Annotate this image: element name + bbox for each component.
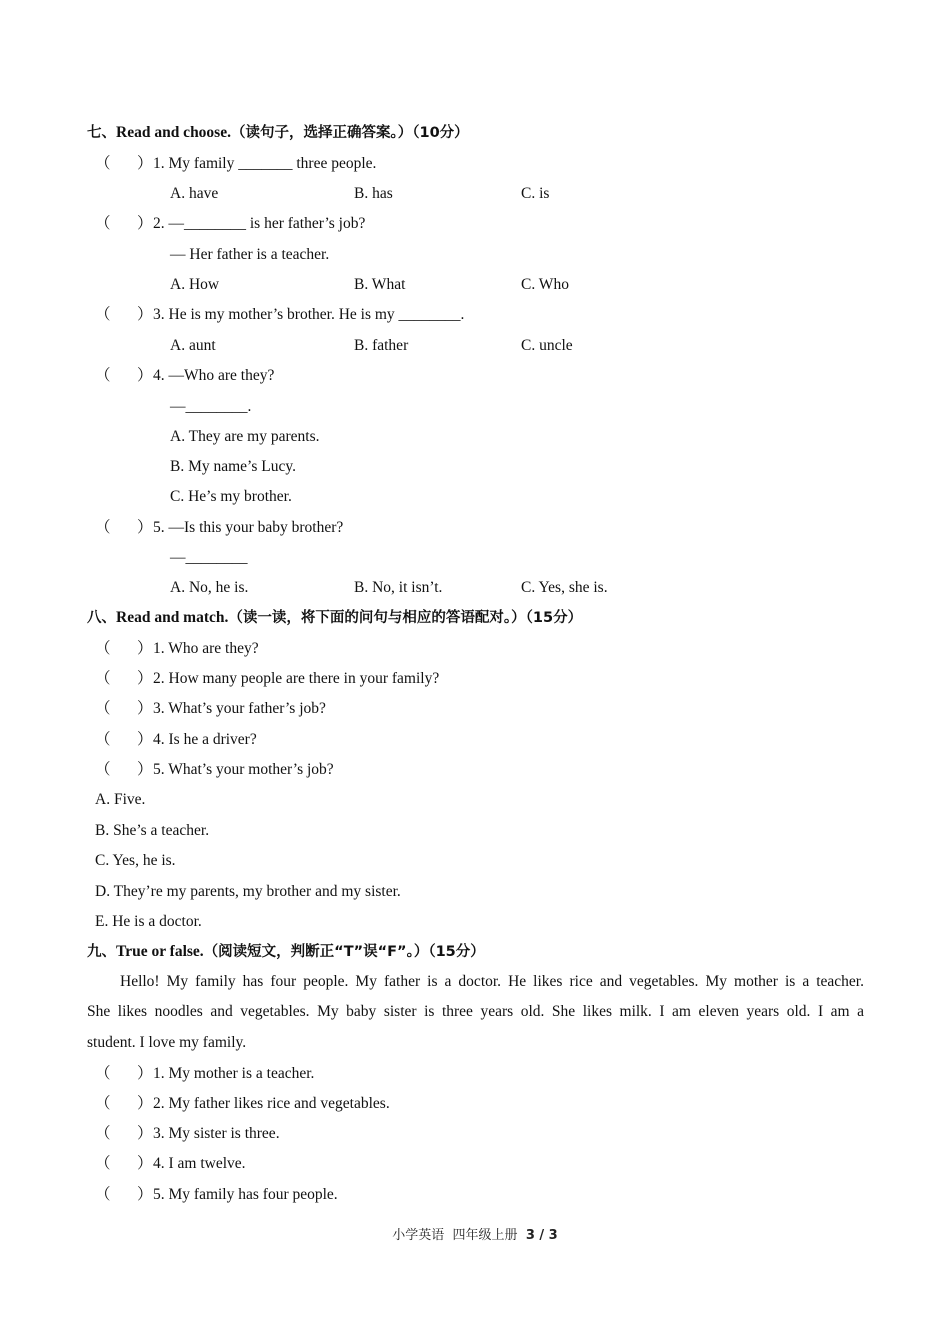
answer-blank[interactable]: （ ）	[95, 1155, 153, 1172]
option-b: B. What	[354, 276, 406, 293]
passage-line-1: Hello! My family has four people. My father is a doctor. He likes rice and vegetables. My mother is a teacher.	[120, 973, 864, 990]
answer-blank[interactable]: （ ）	[95, 215, 153, 232]
option-b: B. My name’s Lucy.	[170, 458, 296, 475]
section-8-title-cn: （读一读，将下面的问句与相应的答语配对。）（15分）	[228, 610, 583, 626]
answer-blank[interactable]: （ ）	[95, 761, 153, 778]
question-text: 2. How many people are there in your family?	[153, 670, 440, 687]
question-text: 3. My sister is three.	[153, 1125, 280, 1142]
reply-text: — Her father is a teacher.	[170, 246, 330, 263]
section-9-title-cn: （阅读短文，判断正“T”误“F”。）（15分）	[203, 944, 485, 960]
footer-label: 小学英语 四年级上册	[392, 1228, 526, 1243]
option-b: B. has	[354, 185, 393, 202]
question-text: 3. What’s your father’s job?	[153, 700, 326, 717]
option-a: A. have	[170, 185, 219, 202]
question-text: 4. I am twelve.	[153, 1155, 246, 1172]
passage-line-3: student. I love my family.	[87, 1033, 247, 1051]
question-text: 1. My family _______ three people.	[153, 155, 377, 172]
section-7-title-cn: （读句子，选择正确答案。）（10分）	[230, 125, 469, 141]
page-footer	[0, 1224, 950, 1243]
option-a: A. How	[170, 276, 220, 293]
section-7-title-en: Read and choose.	[116, 124, 231, 141]
question-text: 5. —Is this your baby brother?	[153, 519, 344, 536]
question-text: 4. —Who are they?	[153, 367, 275, 384]
option-c: C. Who	[521, 276, 569, 293]
answer-blank[interactable]: （ ）	[95, 1065, 153, 1082]
section-9-number: 九、	[87, 944, 116, 960]
question-text: 2. My father likes rice and vegetables.	[153, 1095, 390, 1112]
answer-blank[interactable]: （ ）	[95, 670, 153, 687]
question-text: 2. —________ is her father’s job?	[153, 215, 366, 232]
question-text: 1. Who are they?	[153, 640, 259, 657]
question-text: 1. My mother is a teacher.	[153, 1065, 315, 1082]
answer-blank[interactable]: （ ）	[95, 306, 153, 323]
answer-blank[interactable]: （ ）	[95, 700, 153, 717]
reply-text: —________.	[170, 398, 252, 415]
reply-text: —________	[170, 549, 248, 566]
option-c: C. is	[521, 185, 550, 202]
answer-blank[interactable]: （ ）	[95, 731, 153, 748]
answer-blank[interactable]: （ ）	[95, 1125, 153, 1142]
option-c: C. Yes, she is.	[521, 579, 608, 596]
question-text: 4. Is he a driver?	[153, 731, 257, 748]
question-text: 5. My family has four people.	[153, 1186, 338, 1203]
option-a: A. They are my parents.	[170, 428, 320, 445]
question-text: 3. He is my mother’s brother. He is my ________.	[153, 306, 465, 323]
option-a: A. No, he is.	[170, 579, 249, 596]
answer-blank[interactable]: （ ）	[95, 367, 153, 384]
answer-blank[interactable]: （ ）	[95, 1186, 153, 1203]
section-8-title-en: Read and match.	[116, 609, 229, 626]
answer-blank[interactable]: （ ）	[95, 1095, 153, 1112]
section-7-number: 七、	[87, 125, 116, 141]
answer-blank[interactable]: （ ）	[95, 155, 153, 172]
option-c: C. He’s my brother.	[170, 488, 292, 505]
reading-passage	[87, 967, 864, 1058]
option-b: B. No, it isn’t.	[354, 579, 443, 596]
answer-blank[interactable]: （ ）	[95, 640, 153, 657]
answer-blank[interactable]: （ ）	[95, 519, 153, 536]
passage-line-2: She likes noodles and vegetables. My baby sister is three years old. She likes milk. I am eleven years old. I am a	[87, 1003, 864, 1021]
option-b: B. father	[354, 337, 409, 354]
section-9-title-en: True or false.	[116, 943, 204, 960]
option-c: C. uncle	[521, 337, 573, 354]
page-number: 3 / 3	[525, 1228, 558, 1243]
section-8-number: 八、	[87, 610, 116, 626]
question-text: 5. What’s your mother’s job?	[153, 761, 334, 778]
option-a: A. aunt	[170, 337, 216, 354]
